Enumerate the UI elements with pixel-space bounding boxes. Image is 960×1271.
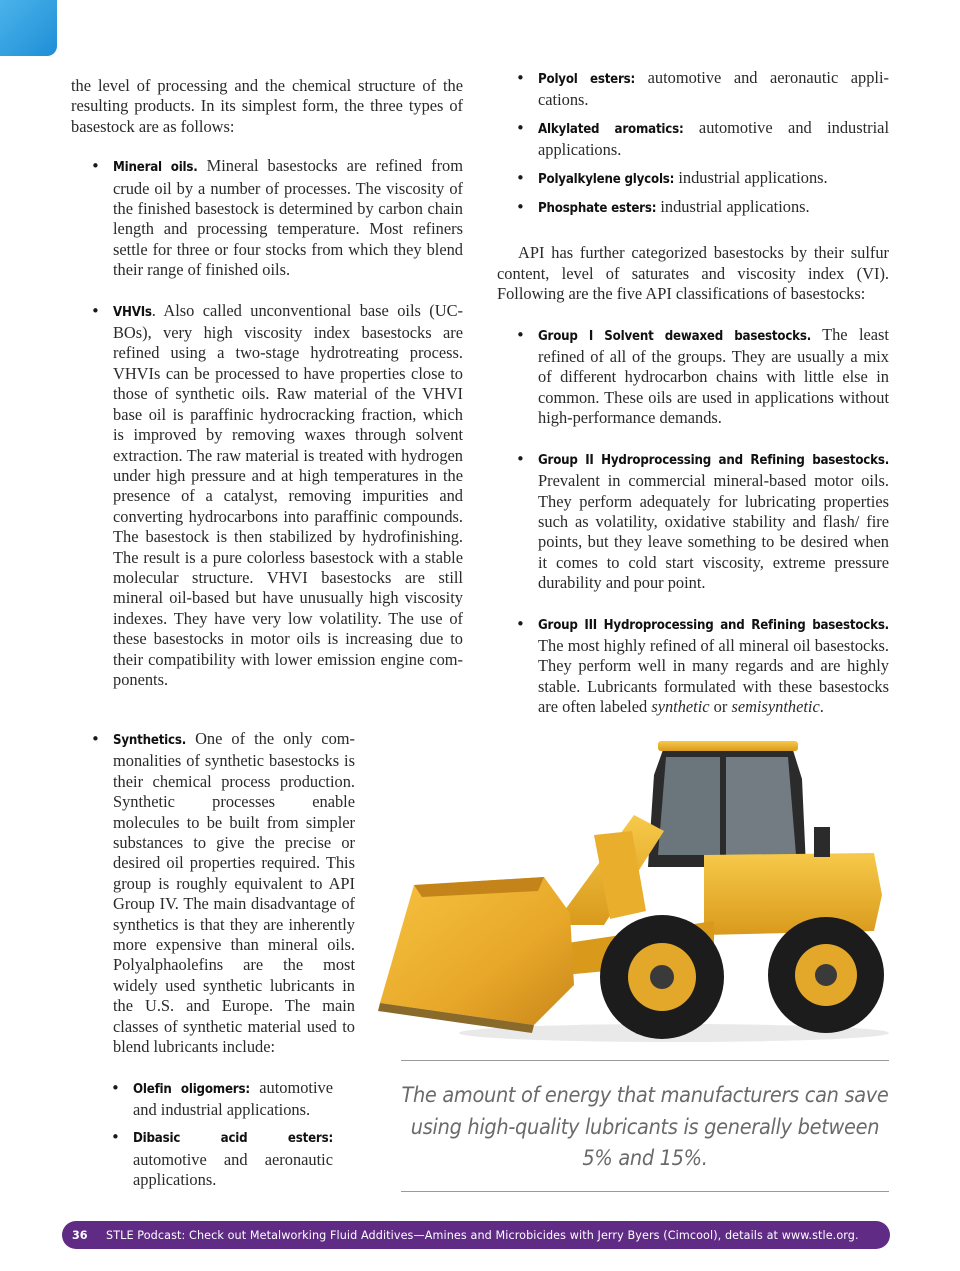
api-groups-list: [516, 325, 889, 718]
polyol-esters-text: automotive and aeronautic applications.: [538, 68, 889, 110]
list-item-polyol-esters: [516, 68, 889, 111]
term-vhvis: VHVIs: [113, 304, 152, 320]
phosphate-esters-text: industrial applications.: [656, 197, 810, 217]
list-item-mineral-oils: [91, 156, 463, 280]
list-item-group-2: [516, 449, 889, 594]
basestock-types-list: [91, 156, 463, 690]
pull-quote-rule-bottom: [401, 1191, 889, 1192]
left-column-bottom: [91, 729, 355, 1191]
list-item-vhvis: [91, 301, 463, 691]
synthetic-label: synthetic: [651, 697, 710, 717]
or-connector: or: [709, 697, 732, 717]
term-group-3: Group III Hydroprocessing and Refining basestocks.: [538, 617, 889, 633]
list-item-group-1: [516, 325, 889, 429]
footer-bar: [62, 1221, 890, 1249]
wheel-loader-photo: [374, 735, 894, 1043]
synthetic-classes-list: [111, 1078, 333, 1191]
group-3-text: The most highly refined of all mineral oil basestocks. They perform well in many regards and are highly stable. Lubricants formulated with these basestocks are often labeled: [538, 635, 889, 717]
list-item-alkylated-aromatics: [516, 118, 889, 161]
list-item-dibasic-acid-esters: [111, 1127, 333, 1190]
pull-quote: The amount of energy that manufacturers can save using high-quality lubricants is generally between 5% and 15%.: [401, 1083, 889, 1171]
list-item-polyalkylene-glycols: [516, 168, 889, 190]
synthetics-text: One of the only commonalities of synthetic basestocks is their chemical process production. Synthetic processes enable molecules to be built from simpler substances to give the precise or desired oil properties required. This group is roughly equivalent to API Group IV. The main disadvantage of synthetics is that they are inherently more expensive than mineral oils. Polyalphaolefins are the most widely used synthetic lubricants in the U.S. and Europe. The main classes of synthetic material used to blend lubricants include:: [113, 729, 355, 1057]
term-polyol-esters: Polyol esters:: [538, 72, 636, 87]
mineral-oils-text: Mineral basestocks are refined from crude oil by a number of processes. The viscosity of the finished basestock is determined by carbon chain length and processing temperature. Most refiners settle for three or four stocks from which they blend their range of finished oils.: [113, 156, 463, 280]
rear-body: [704, 853, 882, 935]
api-paragraph: API has further categorized basestocks by their sulfur content, level of saturates and viscosity index (VI). Following are the five API classifications of basestocks:: [497, 243, 889, 304]
group-3-end: .: [819, 697, 824, 717]
term-group-1: Group I Solvent dewaxed basestocks.: [538, 328, 812, 344]
semisynthetic-label: semisynthetic: [731, 697, 820, 717]
term-polyalkylene-glycols: Polyalkylene glycols:: [538, 171, 675, 187]
corner-tab-decoration: [0, 0, 57, 56]
synthetics-list: [91, 729, 355, 1058]
term-olefin-oligomers: Olefin oligomers:: [133, 1081, 250, 1097]
vhvis-text: . Also called unconventional base oils (UCBOs), very high viscosity index basestocks are refined using a two-stage hydrotreating process. VHVIs can be processed to have properties close to those of synthetic oils. Raw material of the VHVI base oil is paraffinic hydrocracking fraction, which is improved by removing waxes through solvent extraction. The raw material is treated with hydrogen under high pressure and at high temperatures in the presence of a catalyst, removing impurities and converting hydrocarbons into paraffinic compounds. The basestock is then stabilized by hydrofinishing. The result is a pure colorless basestock with a stable molecular structure. VHVI basestocks are still mineral oil-based but have unusually high viscosity indexes. They have very low volatility. The use of these basestocks in motor oils is increasing due to their compatibility with lower emission engine components.: [113, 300, 463, 689]
term-synthetics: Synthetics.: [113, 733, 187, 748]
pull-quote-rule-top: [401, 1060, 889, 1061]
right-column: [497, 68, 889, 718]
term-phosphate-esters: Phosphate esters:: [538, 201, 657, 217]
alkylated-aromatics-text: automotive and industrial applications.: [538, 117, 890, 160]
polyalkylene-glycols-text: industrial applications.: [674, 167, 828, 187]
term-dibasic-acid-esters: Dibasic acid esters:: [133, 1131, 333, 1147]
list-item-synthetics: [91, 729, 355, 1058]
list-item-group-3: [516, 614, 889, 718]
term-group-2: Group II Hydroprocessing and Refining basestocks.: [538, 452, 889, 468]
olefin-oligomers-text: automotive and industrial applications.: [133, 1077, 333, 1119]
term-alkylated-aromatics: Alkylated aromatics:: [538, 121, 684, 137]
group-1-text: The least refined of all of the groups. They are usually a mix of different hydrocarbon chains with little else in common. These oils are used in applications without high-performance demands.: [538, 324, 889, 428]
intro-paragraph: the level of processing and the chemical structure of the resulting products. In its simplest form, the three types of basestock are as follows:: [71, 76, 463, 136]
list-item-phosphate-esters: [516, 197, 889, 219]
dibasic-acid-esters-text: automotive and aeronautic applications.: [133, 1149, 333, 1190]
bucket: [380, 877, 574, 1025]
group-2-text: Prevalent in commercial mineral-based motor oils. They perform adequately for lubricating properties such as volatility, oxidative stability and flash/ fire points, but they leave something to be desired when it comes to cold start viscosity, extreme pressure durability and pour point.: [538, 471, 889, 593]
left-column-top: [71, 76, 463, 690]
term-mineral-oils: Mineral oils.: [113, 160, 198, 176]
list-item-olefin-oligomers: [111, 1078, 333, 1121]
page-number: 36: [72, 1228, 88, 1242]
footer-podcast-link[interactable]: STLE Podcast: Check out Metalworking Fluid Additives—Amines and Microbicides with Jerry Byers (Cimcool), details at www.stle.org.: [106, 1228, 859, 1242]
synthetic-classes-continued-list: [516, 68, 889, 219]
